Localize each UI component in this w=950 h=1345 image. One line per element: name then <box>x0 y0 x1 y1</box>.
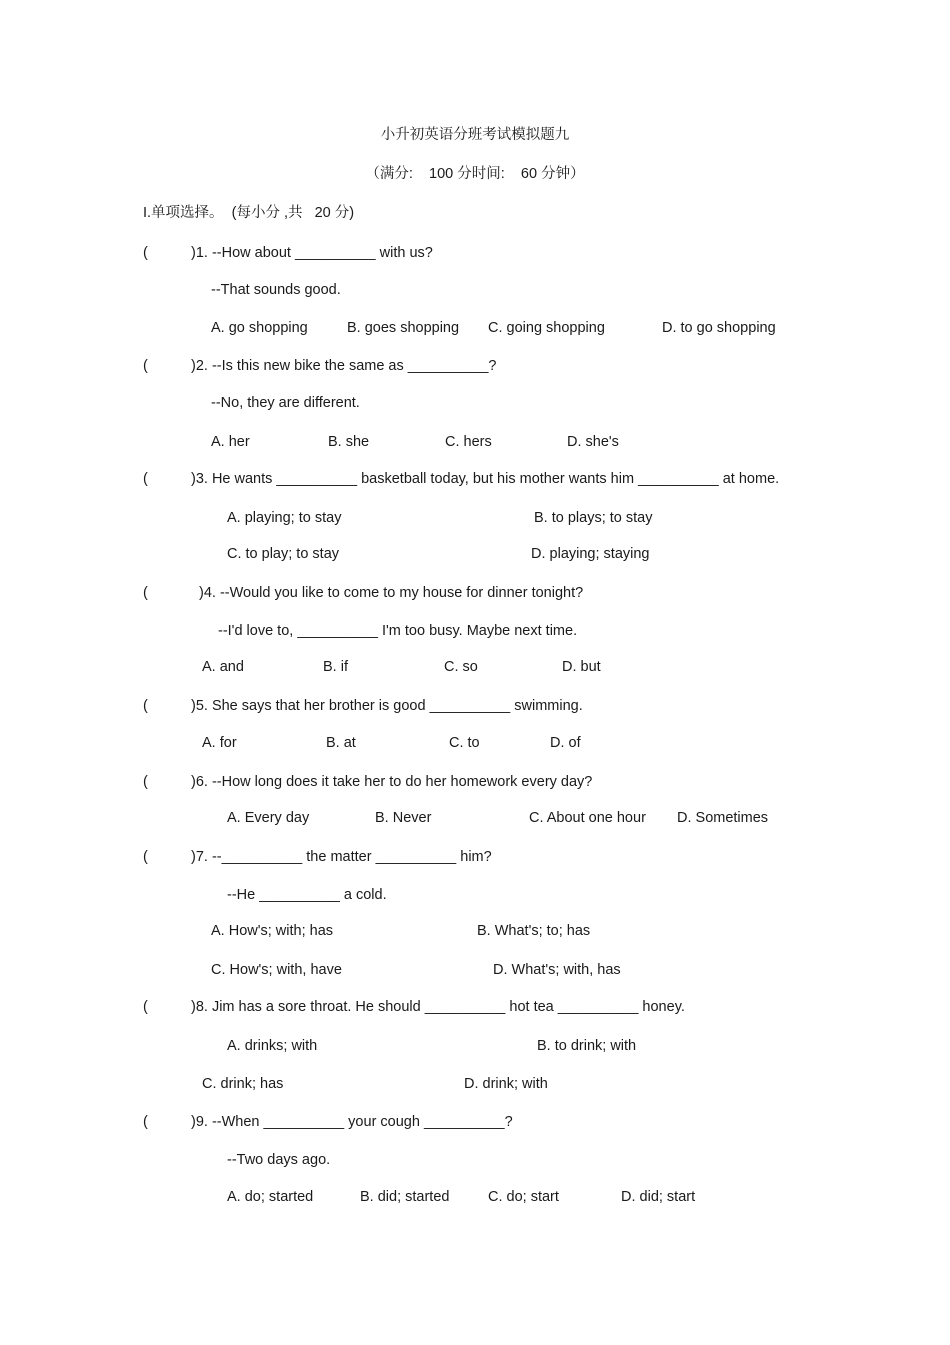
option-b: B. to drink; with <box>537 1038 637 1054</box>
answer-paren: ( <box>143 585 148 601</box>
option-c: C. hers <box>445 434 492 450</box>
option-c: C. How's; with, have <box>211 962 342 978</box>
option-b: B. at <box>326 735 356 751</box>
question-reply: --I'd love to, __________ I'm too busy. Maybe next time. <box>218 623 578 639</box>
option-a: A. and <box>202 659 244 675</box>
question-stem: )9. --When __________ your cough __________? <box>191 1114 513 1130</box>
option-b: B. Never <box>375 810 432 826</box>
option-c: C. do; start <box>488 1189 559 1205</box>
answer-paren: ( <box>143 774 148 790</box>
question-stem: )5. She says that her brother is good __________ swimming. <box>191 698 583 714</box>
option-a: A. for <box>202 735 237 751</box>
option-a: A. playing; to stay <box>227 510 342 526</box>
question-stem: )8. Jim has a sore throat. He should __________ hot tea __________ honey. <box>191 999 685 1015</box>
option-c: C. to play; to stay <box>227 546 340 562</box>
option-a: A. drinks; with <box>227 1038 318 1054</box>
option-b: B. goes shopping <box>347 320 460 336</box>
option-a: A. go shopping <box>211 320 308 336</box>
answer-paren: ( <box>143 358 148 374</box>
option-c: C. going shopping <box>488 320 605 336</box>
question-stem: )1. --How about __________ with us? <box>191 245 433 261</box>
answer-paren: ( <box>143 849 148 865</box>
option-c: C. About one hour <box>529 810 646 826</box>
answer-paren: ( <box>143 471 148 487</box>
answer-paren: ( <box>143 698 148 714</box>
question-reply: --That sounds good. <box>211 282 341 298</box>
option-b: B. What's; to; has <box>477 923 591 939</box>
option-d: D. she's <box>567 434 619 450</box>
question-reply: --No, they are different. <box>211 395 360 411</box>
option-b: B. if <box>323 659 348 675</box>
option-c: C. to <box>449 735 480 751</box>
question-stem: )4. --Would you like to come to my house for dinner tonight? <box>199 585 584 601</box>
option-c: C. drink; has <box>202 1076 284 1092</box>
option-d: D. but <box>562 659 601 675</box>
question-stem: )6. --How long does it take her to do her homework every day? <box>191 774 593 790</box>
section-heading: I.单项选择。 (每小分 ,共 20 分) <box>143 205 355 221</box>
option-b: B. did; started <box>360 1189 450 1205</box>
answer-paren: ( <box>143 1114 148 1130</box>
option-b: B. she <box>328 434 370 450</box>
question-stem: )3. He wants __________ basketball today, but his mother wants him __________ at home. <box>191 471 780 487</box>
option-d: D. to go shopping <box>662 320 776 336</box>
option-d: D. of <box>550 735 581 751</box>
option-d: D. playing; staying <box>531 546 650 562</box>
question-stem: )2. --Is this new bike the same as __________? <box>191 358 497 374</box>
question-reply: --Two days ago. <box>227 1152 331 1168</box>
score-time-info: （满分: 100 分时间: 60 分钟） <box>365 166 585 182</box>
option-c: C. so <box>444 659 478 675</box>
answer-paren: ( <box>143 999 148 1015</box>
option-d: D. drink; with <box>464 1076 548 1092</box>
question-reply: --He __________ a cold. <box>227 887 387 903</box>
option-b: B. to plays; to stay <box>534 510 653 526</box>
question-stem: )7. --__________ the matter __________ him? <box>191 849 492 865</box>
option-a: A. How's; with; has <box>211 923 334 939</box>
option-d: D. What's; with, has <box>493 962 621 978</box>
option-a: A. her <box>211 434 250 450</box>
option-d: D. did; start <box>621 1189 696 1205</box>
page-title: 小升初英语分班考试模拟题九 <box>380 127 570 143</box>
option-a: A. Every day <box>227 810 310 826</box>
answer-paren: ( <box>143 245 148 261</box>
option-a: A. do; started <box>227 1189 314 1205</box>
option-d: D. Sometimes <box>677 810 769 826</box>
